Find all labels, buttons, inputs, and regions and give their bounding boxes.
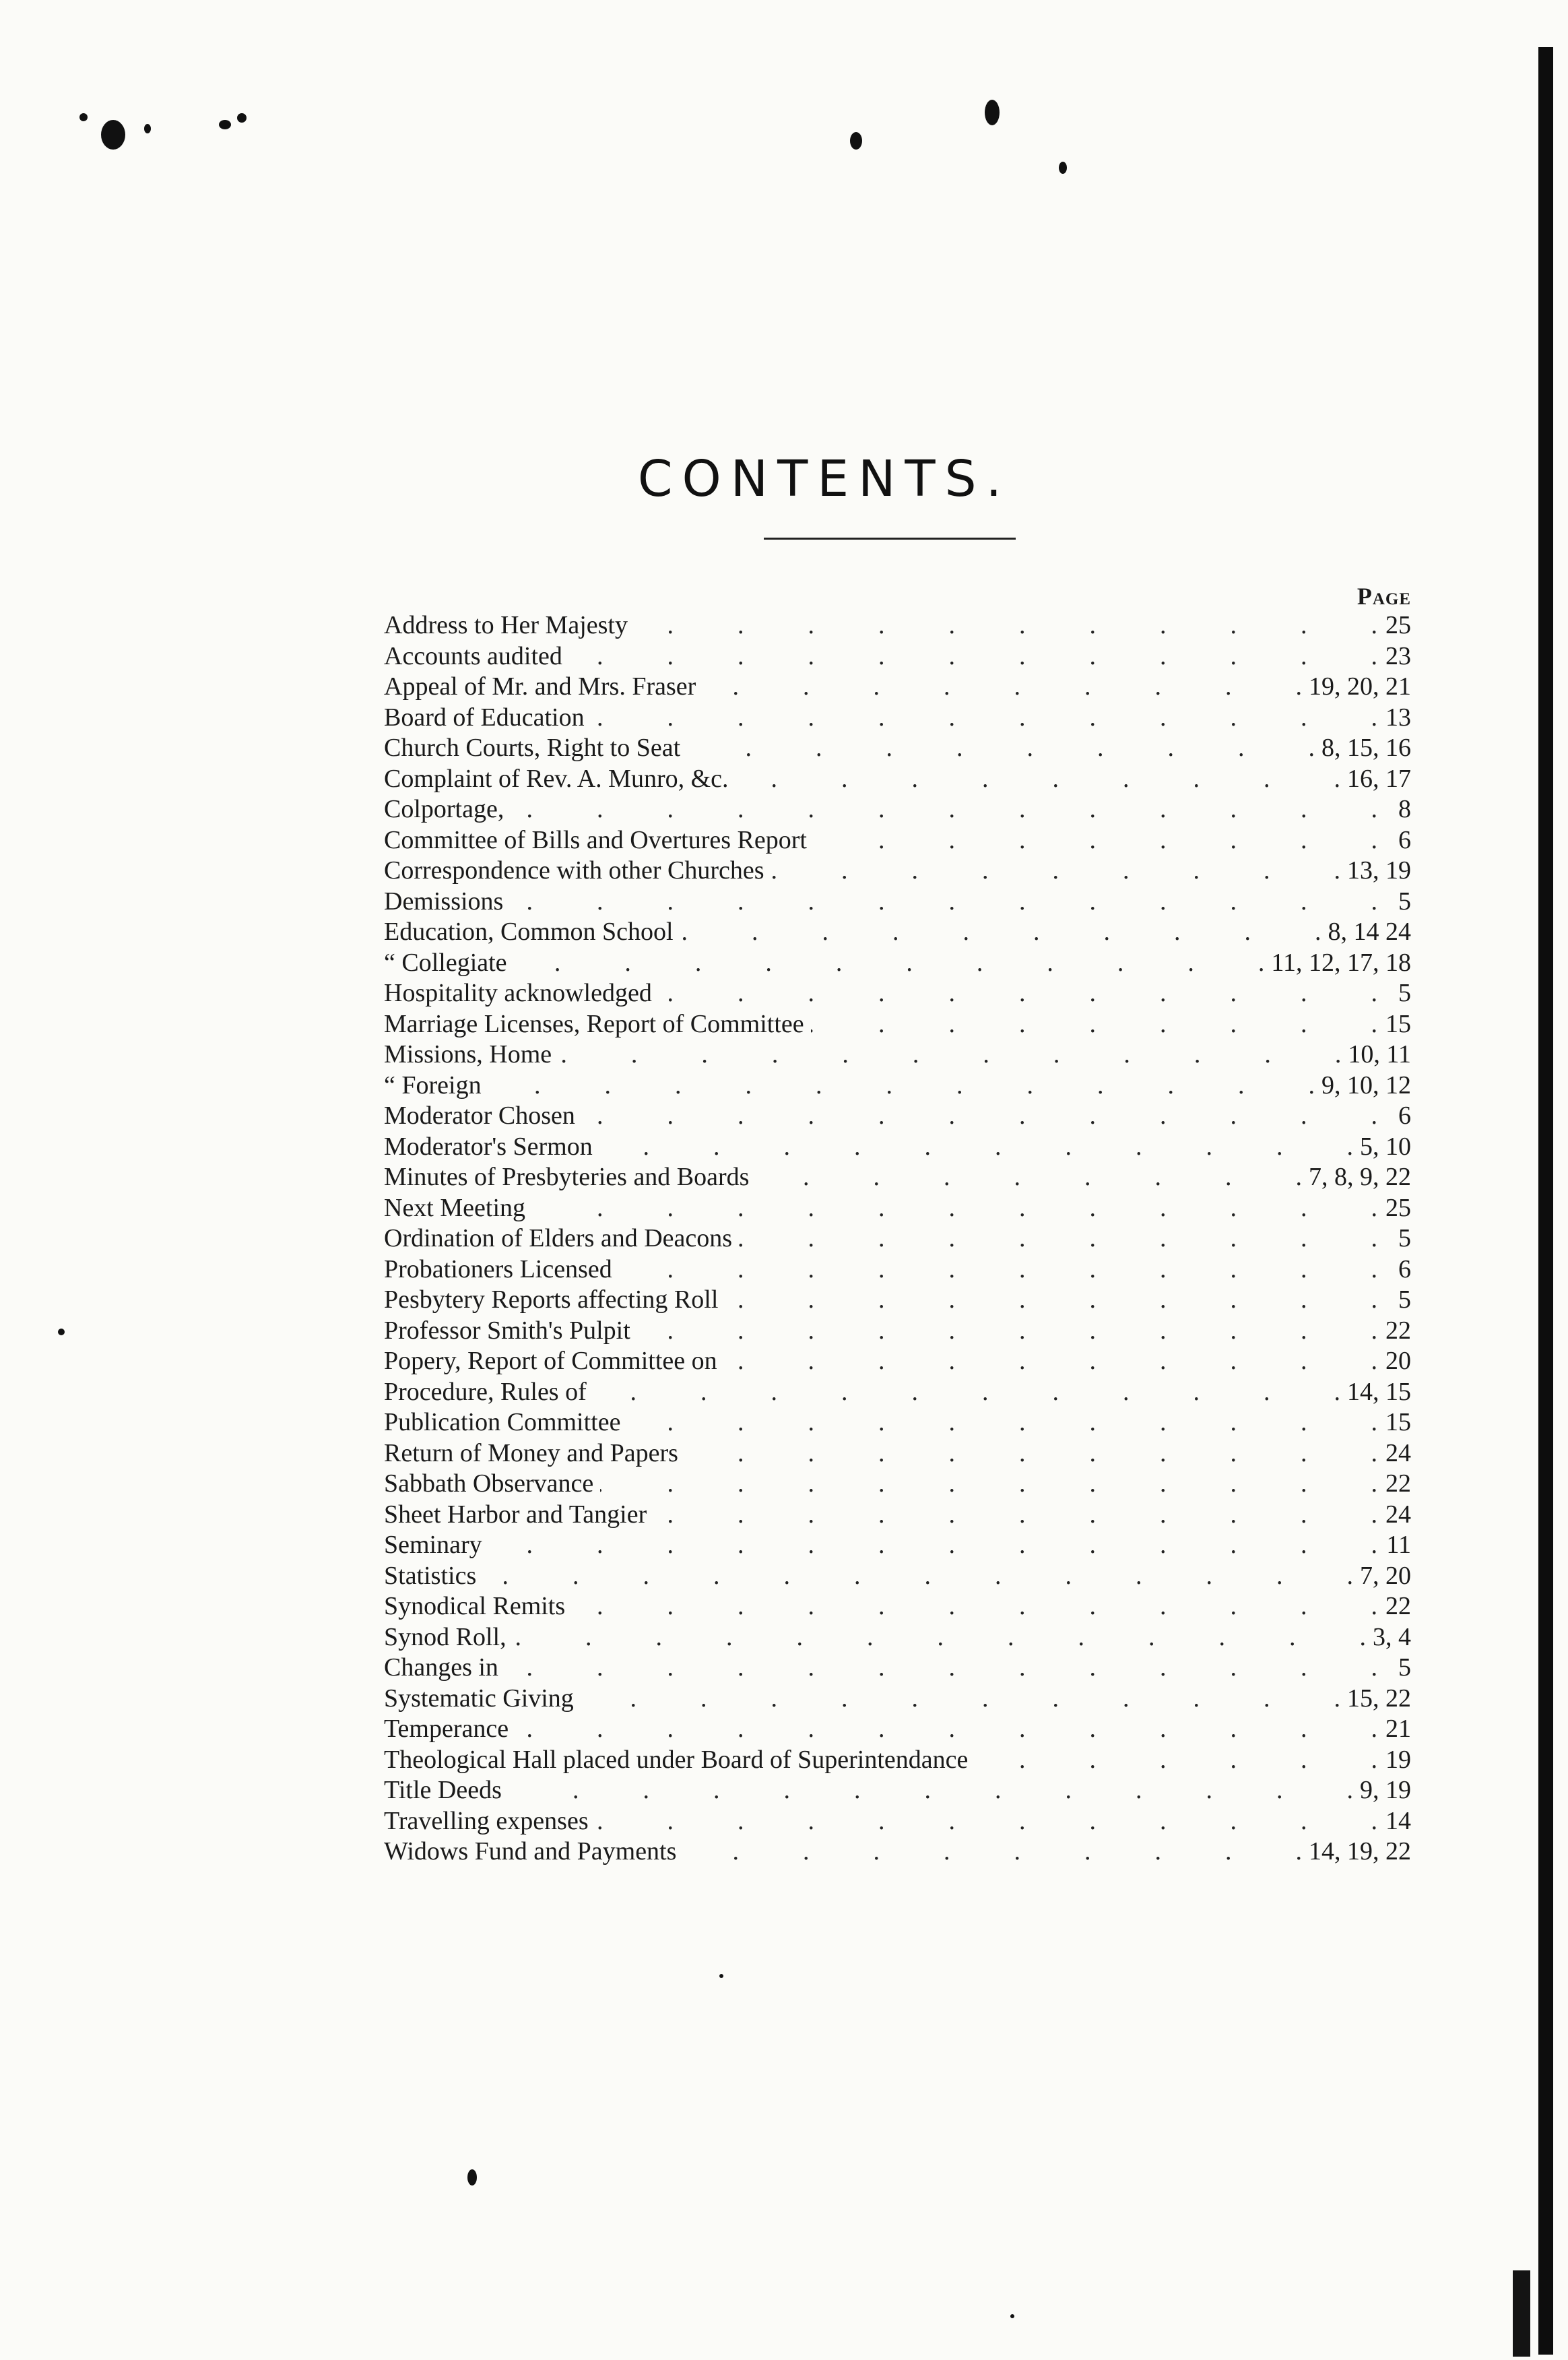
entry-pages: 25	[1385, 1193, 1411, 1222]
page-title-text: CONTENTS.	[637, 450, 1012, 508]
entry-pages: 24	[1385, 1438, 1411, 1467]
dot-leader	[683, 1837, 1302, 1868]
dot-leader	[637, 1316, 1377, 1347]
dot-leader	[581, 1684, 1340, 1715]
entry-label: Missions, Home	[384, 1040, 552, 1069]
dot-leader	[724, 1346, 1377, 1377]
entry-label: Sheet Harbor and Tangier	[384, 1500, 647, 1529]
entry-label: Education, Common School	[384, 918, 674, 946]
entry-label: Correspondence with other Churches	[384, 856, 764, 885]
ink-speck	[58, 1329, 65, 1335]
page-edge-shadow-bottom	[1513, 2270, 1530, 2357]
entry-pages: 6	[1398, 825, 1411, 854]
entry-pages: 15	[1385, 1408, 1411, 1436]
entry-label: Publication Committee	[384, 1408, 621, 1436]
contents-entry	[384, 1530, 1411, 1561]
contents-entry	[384, 703, 1411, 734]
ink-speck	[101, 120, 125, 150]
dot-leader	[653, 1500, 1377, 1531]
contents-entry	[384, 1071, 1411, 1102]
dot-leader	[513, 1622, 1366, 1653]
contents-entry	[384, 887, 1411, 918]
entry-label: Systematic Giving	[384, 1684, 574, 1713]
ink-speck	[719, 1974, 723, 1978]
entry-label: Widows Fund and Payments	[384, 1837, 677, 1865]
entry-label: Board of Education	[384, 703, 585, 732]
entry-label: Popery, Report of Committee on	[384, 1347, 717, 1375]
entry-pages: 15, 22	[1347, 1684, 1411, 1713]
contents-entry	[384, 1837, 1411, 1868]
entry-label: Return of Money and Papers	[384, 1438, 678, 1467]
entry-label: Accounts audited	[384, 641, 562, 670]
entry-label: Church Courts, Right to Seat	[384, 734, 681, 762]
entry-pages: 5, 10	[1360, 1132, 1411, 1161]
entry-pages: 5	[1398, 1285, 1411, 1314]
entry-pages: 5	[1398, 979, 1411, 1007]
contents-entry	[384, 1377, 1411, 1408]
dot-leader	[489, 1530, 1377, 1561]
dot-leader	[736, 764, 1340, 795]
contents-entry	[384, 1591, 1411, 1622]
contents-entry	[384, 1775, 1411, 1806]
contents-entry	[384, 1469, 1411, 1500]
entry-pages: 5	[1398, 1653, 1411, 1682]
dot-leader	[572, 1591, 1377, 1622]
entry-label: Complaint of Rev. A. Munro, &c.	[384, 764, 729, 793]
contents-entry	[384, 1561, 1411, 1592]
dot-leader	[685, 1438, 1377, 1469]
entry-pages: 16, 17	[1347, 764, 1411, 793]
entry-label: Demissions	[384, 887, 504, 916]
entry-pages: 14, 19, 22	[1309, 1837, 1411, 1865]
ink-speck	[144, 124, 151, 133]
entry-label: Pesbytery Reports affecting Roll	[384, 1285, 719, 1314]
contents-entry	[384, 1407, 1411, 1438]
entry-pages: 19, 20, 21	[1309, 672, 1411, 701]
entry-label: Sabbath Observance	[384, 1469, 594, 1498]
entry-pages: 8, 14 24	[1328, 918, 1411, 946]
entry-pages: 6	[1398, 1254, 1411, 1283]
contents-entry	[384, 978, 1411, 1009]
entry-pages: 24	[1385, 1500, 1411, 1529]
contents-entry	[384, 1622, 1411, 1653]
dot-leader	[488, 1071, 1315, 1102]
entry-label: Theological Hall placed under Board of Superintendance	[384, 1745, 969, 1774]
contents-entry	[384, 1162, 1411, 1193]
entry-pages: 13	[1385, 703, 1411, 732]
entry-label: Title Deeds	[384, 1776, 502, 1804]
page-column-heading: Page	[1357, 583, 1411, 610]
entry-label: Committee of Bills and Overtures Report	[384, 825, 807, 854]
entry-pages: 3, 4	[1373, 1622, 1411, 1651]
entry-pages: 21	[1385, 1715, 1411, 1743]
dot-leader	[756, 1162, 1302, 1193]
entry-pages: 7, 20	[1360, 1561, 1411, 1590]
entry-label: Procedure, Rules of	[384, 1377, 587, 1406]
contents-list	[384, 610, 1411, 1868]
entry-label: Marriage Licenses, Report of Committee	[384, 1009, 804, 1038]
entry-pages: 14, 15	[1347, 1377, 1411, 1406]
dot-leader	[771, 856, 1340, 887]
entry-label: Probationers Licensed	[384, 1254, 612, 1283]
title-rule	[764, 538, 1016, 540]
contents-entry	[384, 1653, 1411, 1684]
dot-leader	[599, 1132, 1353, 1163]
ink-speck	[237, 113, 247, 123]
entry-pages: 13, 19	[1347, 856, 1411, 885]
entry-pages: 22	[1385, 1316, 1411, 1345]
entry-pages: 11	[1386, 1531, 1411, 1559]
dot-leader	[634, 610, 1377, 641]
entry-pages: 8	[1398, 795, 1411, 823]
entry-pages: 19	[1385, 1745, 1411, 1774]
entry-pages: 10, 11	[1348, 1040, 1411, 1069]
contents-entry	[384, 672, 1411, 703]
contents-entry	[384, 1193, 1411, 1224]
dot-leader	[975, 1745, 1377, 1776]
dot-leader	[511, 794, 1377, 825]
entry-label: “ Collegiate	[384, 948, 507, 977]
entry-label: Next Meeting	[384, 1193, 526, 1222]
ink-speck	[850, 132, 862, 150]
contents-entry	[384, 1500, 1411, 1531]
entry-pages: 11, 12, 17, 18	[1271, 948, 1411, 977]
dot-leader	[680, 917, 1321, 948]
entry-pages: 6	[1398, 1102, 1411, 1130]
entry-label: Changes in	[384, 1653, 498, 1682]
dot-leader	[509, 1775, 1353, 1806]
dot-leader	[619, 1254, 1377, 1285]
contents-entry	[384, 917, 1411, 948]
entry-pages: 5	[1398, 887, 1411, 916]
contents-entry	[384, 1806, 1411, 1837]
dot-leader	[505, 1653, 1377, 1684]
entry-label: Moderator's Sermon	[384, 1132, 593, 1161]
dot-leader	[483, 1561, 1353, 1592]
entry-pages: 5	[1398, 1224, 1411, 1252]
dot-leader	[659, 978, 1377, 1009]
entry-label: Seminary	[384, 1531, 482, 1559]
entry-label: Moderator Chosen	[384, 1102, 575, 1130]
ink-speck	[467, 2169, 477, 2186]
ink-speck	[1010, 2314, 1014, 2318]
entry-pages: 22	[1385, 1592, 1411, 1620]
entry-pages: 22	[1385, 1469, 1411, 1498]
dot-leader	[514, 948, 1265, 979]
dot-leader	[725, 1285, 1377, 1316]
contents-entry	[384, 610, 1411, 641]
contents-entry	[384, 1009, 1411, 1040]
dot-leader	[569, 641, 1377, 672]
dot-leader	[532, 1193, 1377, 1224]
dot-leader	[811, 1009, 1377, 1040]
entry-label: Professor Smith's Pulpit	[384, 1316, 630, 1345]
entry-label: Statistics	[384, 1561, 477, 1590]
dot-leader	[510, 887, 1377, 918]
contents-entry	[384, 1438, 1411, 1469]
page-title	[0, 450, 1568, 508]
dot-leader	[600, 1469, 1377, 1500]
contents-entry	[384, 1346, 1411, 1377]
entry-label: Travelling expenses	[384, 1806, 589, 1835]
contents-entry	[384, 1132, 1411, 1163]
contents-entry	[384, 1254, 1411, 1285]
entry-pages: 7, 8, 9, 22	[1309, 1163, 1411, 1191]
entry-label: Temperance	[384, 1715, 509, 1743]
contents-entry	[384, 1040, 1411, 1071]
contents-entry	[384, 1101, 1411, 1132]
entry-label: Address to Her Majesty	[384, 611, 628, 639]
entry-label: Synodical Remits	[384, 1592, 566, 1620]
entry-label: Appeal of Mr. and Mrs. Fraser	[384, 672, 696, 701]
dot-leader	[558, 1040, 1341, 1071]
contents-entry	[384, 1745, 1411, 1776]
entry-label: Synod Roll,	[384, 1622, 507, 1651]
contents-entry	[384, 641, 1411, 672]
entry-label: Ordination of Elders and Deacons	[384, 1224, 733, 1252]
entry-label: Colportage,	[384, 795, 504, 823]
dot-leader	[591, 703, 1377, 734]
entry-label: Hospitality acknowledged	[384, 979, 652, 1007]
dot-leader	[515, 1714, 1377, 1745]
entry-pages: 9, 19	[1360, 1776, 1411, 1804]
contents-entry	[384, 1285, 1411, 1316]
dot-leader	[627, 1407, 1377, 1438]
contents-entry	[384, 733, 1411, 764]
dot-leader	[582, 1101, 1377, 1132]
dot-leader	[593, 1377, 1340, 1408]
entry-pages: 23	[1385, 641, 1411, 670]
contents-entry	[384, 825, 1411, 856]
ink-speck	[79, 113, 88, 121]
ink-speck	[985, 100, 1000, 125]
dot-leader	[739, 1223, 1377, 1254]
entry-pages: 8, 15, 16	[1321, 734, 1411, 762]
contents-entry	[384, 948, 1411, 979]
entry-label: “ Foreign	[384, 1071, 482, 1099]
entry-label: Minutes of Presbyteries and Boards	[384, 1163, 750, 1191]
dot-leader	[687, 733, 1315, 764]
contents-entry	[384, 1316, 1411, 1347]
ink-speck	[1059, 162, 1067, 174]
entry-pages: 9, 10, 12	[1321, 1071, 1411, 1099]
entry-pages: 20	[1385, 1347, 1411, 1375]
contents-entry	[384, 1223, 1411, 1254]
dot-leader	[703, 672, 1302, 703]
page-edge-shadow	[1538, 47, 1553, 2355]
contents-entry	[384, 1714, 1411, 1745]
contents-entry	[384, 856, 1411, 887]
entry-pages: 14	[1385, 1806, 1411, 1835]
contents-entry	[384, 1684, 1411, 1715]
dot-leader	[595, 1806, 1377, 1837]
entry-pages: 15	[1385, 1009, 1411, 1038]
entry-pages: 25	[1385, 611, 1411, 639]
contents-entry	[384, 794, 1411, 825]
dot-leader	[814, 825, 1377, 856]
ink-speck	[219, 120, 231, 129]
contents-entry	[384, 764, 1411, 795]
